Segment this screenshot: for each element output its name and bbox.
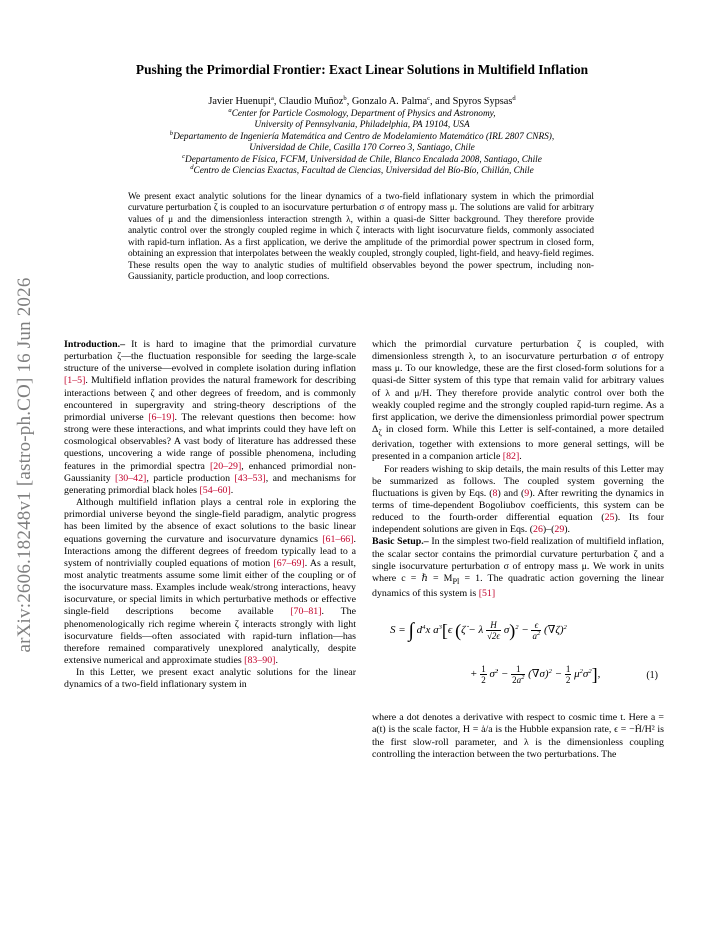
arxiv-identifier[interactable]: arXiv:2606.18248v1 [astro-ph.CO] 16 Jun 2026 xyxy=(14,277,35,653)
affiliation-mark: b xyxy=(343,95,347,102)
citation-link[interactable]: [20–29] xyxy=(209,460,242,472)
paper-title: Pushing the Primordial Frontier: Exact Linear Solutions in Multifield Inflation xyxy=(135,62,589,77)
text-run: . xyxy=(230,484,234,496)
text-run: in closed form. While this Letter is self-contained, a more detailed derivation, together with extensions to more general settings, will be presented in a companion article xyxy=(372,424,664,463)
text-run: For readers wishing to skip details, the main results of this Letter may be summarized as follows. The coupled system governing the fluctuations is given by Eqs. ( xyxy=(372,463,664,499)
paragraph xyxy=(372,536,664,600)
citation-link[interactable]: 9 xyxy=(524,487,530,499)
affiliation-mark: d xyxy=(512,95,516,102)
affiliation-line: $^a$Center for Particle Cosmology, Department of Physics and Astronomy, xyxy=(228,107,496,119)
affiliation-line: $^d$Centro de Ciencias Exactas, Facultad de Ciencias, Universidad del Bío-Bío, Chillán, Chile xyxy=(190,164,534,177)
citation-link[interactable]: [1–5] xyxy=(64,375,86,387)
text-run: ). xyxy=(564,524,571,536)
citation-link[interactable]: [83–90] xyxy=(244,655,276,667)
author-name: Gonzalo A. Palma xyxy=(351,96,428,107)
paragraph xyxy=(64,667,356,691)
citation-link[interactable]: [61–66] xyxy=(322,533,354,545)
paragraph xyxy=(372,712,664,761)
equation-number: (1) xyxy=(646,670,658,682)
citation-link[interactable]: [67–69] xyxy=(273,557,305,569)
text-run: . Interactions among the different degrees of freedom typically lead to a system of nontrivially coupled equations of motion xyxy=(64,533,356,569)
affiliation-mark: a xyxy=(228,107,232,114)
affiliation-line: University of Pennsylvania, Philadelphia, PA 19104, USA xyxy=(254,120,470,131)
citation-link[interactable]: [30–42] xyxy=(115,472,147,484)
paragraph xyxy=(64,339,356,497)
affiliation-line: $^c$Departamento de Física, FCFM, Universidad de Chile, Blanco Encalada 2008, Santiago, Chile xyxy=(182,152,542,165)
subscript: ζ xyxy=(378,428,382,438)
left-column xyxy=(64,339,356,692)
text-run: )–( xyxy=(542,524,555,536)
text-run: , particle production xyxy=(146,472,235,484)
right-column-text xyxy=(372,712,664,761)
text-run: . xyxy=(519,451,522,463)
section-heading: Introduction.– xyxy=(64,339,126,350)
subscript: Pl xyxy=(452,576,460,586)
author-name: Javier Huenupi xyxy=(208,96,271,107)
author-name: Spyros Sypsas xyxy=(452,96,513,107)
citation-link[interactable]: [70–81] xyxy=(290,606,322,618)
affiliation-line: $^b$Departamento de Ingeniería Matemática and Centro de Modelamiento Matemático (IRL 2807 CNRS), xyxy=(169,129,555,142)
citation-link[interactable]: [6–19] xyxy=(148,411,175,423)
text-run: where a dot denotes a derivative with respect to cosmic time t. Here a = a(t) is the scale factor, H = ȧ/a is the Hubble expansion rate, ϵ = −Ḣ/H² is the first slow-roll parameter, and λ is the dimensionless coupling controlling the interaction between the two perturbations. The xyxy=(372,712,664,760)
text-run: . Multifield inflation provides the natural framework for describing interactions between ζ and other degrees of freedom, and is commonly encountered in supergravity and string-theory descriptions of the primordial universe xyxy=(64,375,356,423)
affiliation-mark: c xyxy=(427,95,430,102)
author-list: Javier Huenupi$^a$, Claudio Muñoz$^b$, Gonzalo A. Palma$^c$, and Spyros Sypsas$^d$ xyxy=(208,95,516,107)
text-run: , and mechanisms for generating primordial black holes xyxy=(64,472,356,496)
text-run: . The relevant questions then become: how strong were these interactions, and what imprints could they have left on cosmological observables? A vast body of literature has addressed these questions, uncovering a wide range of possible phenomena, including features in the primordial spectra xyxy=(64,411,356,472)
text-run: It is hard to imagine that the primordial curvature perturbation ζ—the fluctuation responsible for seeding the large-scale structure of the universe—evolved in complete isolation during inflation xyxy=(64,339,356,375)
paragraph xyxy=(372,339,664,464)
affiliation-mark: a xyxy=(270,95,274,102)
right-column xyxy=(372,339,664,761)
citation-link[interactable]: [43–53] xyxy=(234,472,266,484)
right-column-text xyxy=(372,339,664,600)
abstract: We present exact analytic solutions for the linear dynamics of a two-field inflationary system in which the primordial curvature perturbation ζ is coupled to an isocurvature perturbation σ of entropy mass μ. The solutions are valid for arbitrary values of μ and the dimensionless interaction strength λ, within a quasi-de Sitter background. They therefore provide analytic control over the strongly coupled regime in which ζ interacts with light isocurvature fields, commonly associated with rapid-turn inflation. As a first application, we derive the amplitude of the primordial power spectrum in closed form, obtaining an expression that interpolates between the weakly coupled, strongly coupled, light-field, and heavy-field regimes. These results open the way to analytic studies of multifield observables beyond the power spectrum, including non-Gaussianity, particle production, and loop corrections. xyxy=(128,192,594,283)
citation-link[interactable]: 26 xyxy=(533,524,543,536)
affiliation-mark: b xyxy=(169,129,174,137)
text-run: which the primordial curvature perturbation ζ is coupled, with dimensionless strength λ, to an isocurvature perturbation σ of entropy mass μ. To our knowledge, these are the first closed-form solutions for a quasi-de Sitter system of this type that remain valid for arbitrary values of λ and μ/H. They therefore provide analytic control over both the weakly coupled regime and the strongly coupled rapid-turn regime. As a first application, we derive the dimensionless primordial power spectrum Δ xyxy=(372,339,664,436)
equation-1: S = ∫ $d^4x$ $a^3[\epsilon$ (ζ̇ − λ $\frac{H}{√2\epsilon}$ σ)$^2$ − $\frac{\epsilon}{a^2}$ $(\nabla\zeta)^2$ + $\frac{1}{2}$ σ̇$^2$ − $\frac{1}{2a^2}$ $(\nabla\sigma)^2$ − $\frac{1}{2}$ $\mu^2\sigma^2$], (1) xyxy=(390,619,658,686)
citation-link[interactable]: [54–60] xyxy=(199,484,231,496)
affiliation-line: Universidad de Chile, Casilla 170 Correo 3, Santiago, Chile xyxy=(249,143,475,154)
text-run: . xyxy=(275,655,278,667)
text-run: In this Letter, we present exact analytic solutions for the linear dynamics of a two-field inflationary system in xyxy=(64,667,356,691)
citation-link[interactable]: 8 xyxy=(492,487,498,499)
arxiv-identifier-sidebar[interactable] xyxy=(12,250,38,680)
affiliation-list xyxy=(60,109,664,177)
text-run: ) and ( xyxy=(497,487,525,499)
text-run: ). Its four independent solutions are given in Eqs. ( xyxy=(372,512,664,536)
text-run: ). After rewriting the dynamics in terms of time-dependent Bogoliubov coefficients, this system can be reduced to the fourth-order differential equation ( xyxy=(372,487,664,524)
affiliation-mark: d xyxy=(190,164,194,172)
author-name: Claudio Muñoz xyxy=(279,96,344,107)
text-run: . The phenomenologically rich regime wherein ζ interacts strongly with light isocurvature fields—often associated with rapid-turn inflation—has therefore remained comparatively unexplored analytically, despite extensive numerical and approximate studies xyxy=(64,606,356,667)
paragraph xyxy=(372,464,664,537)
citation-link[interactable]: 25 xyxy=(604,512,615,524)
text-run: . As a result, most analytic treatments assume some limit either of the coupling or of the isocurvature mass. Examples include weak/strong interactions, heavy isocurvature, or special limits in which perturbative methods or effective single-field descriptions become available xyxy=(64,557,356,618)
text-run: , enhanced primordial non-Gaussianity xyxy=(64,460,356,484)
text-run: In the simplest two-field realization of multifield inflation, the scalar sector contains the primordial curvature perturbation ζ and a single isocurvature perturbation σ of entropy mass μ. We work in units where c = ℏ = M xyxy=(372,536,664,584)
section-heading: Basic Setup.– xyxy=(372,536,429,548)
text-run: Although multifield inflation plays a central role in exploring the primordial universe beyond the single-field paradigm, analytic progress has been limited by the absence of exact solutions to the basic linear equations governing the curvature and isocurvature dynamics xyxy=(64,497,356,545)
citation-link[interactable]: [51] xyxy=(478,588,496,600)
text-run: = 1. The quadratic action governing the linear dynamics of this system is xyxy=(372,572,664,600)
citation-link[interactable]: 29 xyxy=(554,524,565,536)
paragraph xyxy=(64,497,356,667)
citation-link[interactable]: [82] xyxy=(502,451,520,463)
affiliation-mark: c xyxy=(182,152,186,160)
